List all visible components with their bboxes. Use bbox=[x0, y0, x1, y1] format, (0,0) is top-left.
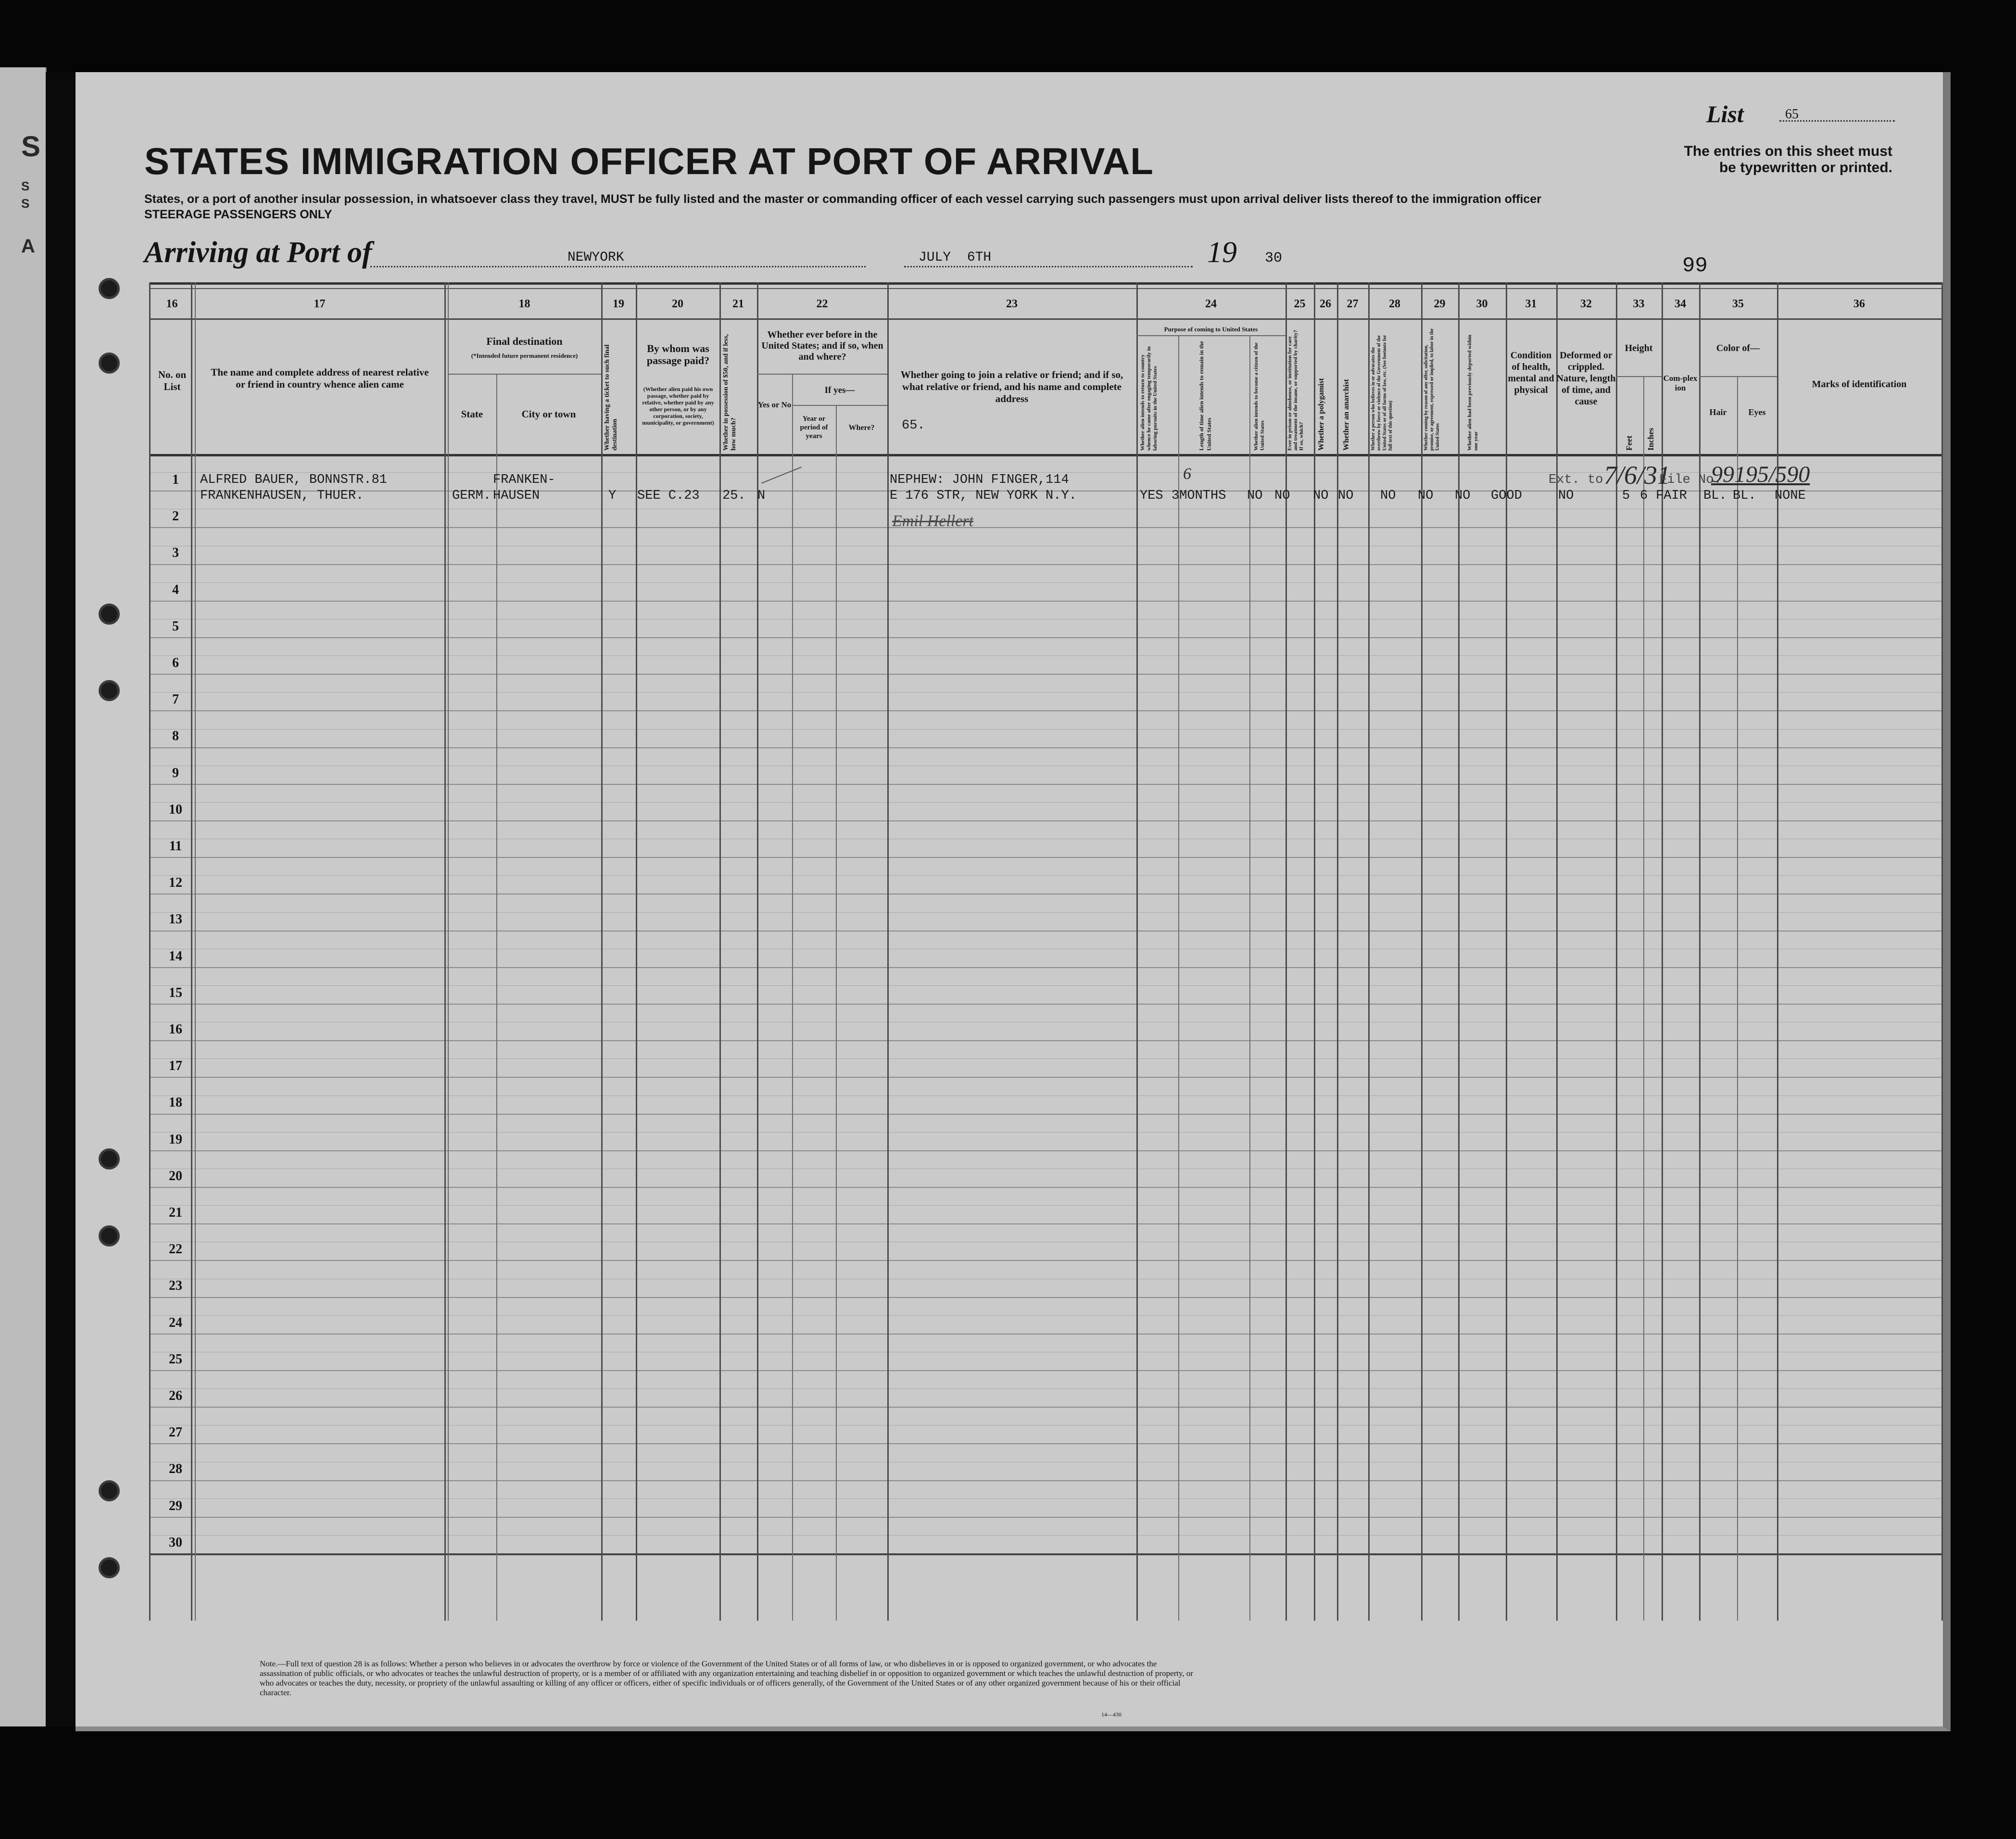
row-rule bbox=[149, 1040, 1941, 1041]
row-rule bbox=[149, 637, 1941, 638]
column-number: 26 bbox=[1320, 298, 1331, 310]
destination-city-line: HAUSEN bbox=[493, 489, 540, 503]
stay-length-value: 3MONTHS bbox=[1172, 489, 1226, 503]
column-rule bbox=[1314, 282, 1315, 1621]
subheader-rule bbox=[448, 374, 601, 375]
row-number: 19 bbox=[169, 1132, 182, 1147]
row-number: 29 bbox=[169, 1498, 182, 1513]
entries-note bbox=[1662, 143, 1892, 176]
row-number: 13 bbox=[169, 912, 182, 927]
row-number: 30 bbox=[169, 1535, 182, 1550]
column-rule bbox=[1421, 282, 1423, 1621]
row-half-rule bbox=[149, 875, 1941, 876]
row-number: 12 bbox=[169, 875, 182, 891]
eye-color-value: BL. bbox=[1733, 489, 1756, 503]
subheader-rule bbox=[757, 374, 887, 375]
punch-hole bbox=[99, 353, 120, 374]
row-number: 11 bbox=[169, 839, 182, 854]
row-rule bbox=[149, 820, 1941, 821]
header-year-period: Year or period of years bbox=[800, 415, 828, 440]
deported-value: NO bbox=[1455, 489, 1471, 503]
row-half-rule bbox=[149, 1388, 1941, 1389]
row-half-rule bbox=[149, 802, 1941, 803]
column-number: 29 bbox=[1434, 298, 1446, 310]
subheader-rule bbox=[1616, 376, 1662, 377]
column-rule bbox=[1643, 376, 1644, 1621]
column-rule bbox=[601, 282, 603, 1621]
arriving-label: Arriving at Port of bbox=[144, 236, 372, 269]
date-underline bbox=[904, 266, 1193, 267]
header-labor-offer: Whether coming by reason of any offer, solicitation, promise, or agreement, expressed or implied, to labor in the United States bbox=[1424, 328, 1440, 451]
column-rule bbox=[1178, 335, 1179, 1621]
punch-hole bbox=[99, 1225, 120, 1247]
column-rule bbox=[792, 374, 793, 1621]
column-number: 25 bbox=[1294, 298, 1306, 310]
header-marks-identification: Marks of identification bbox=[1812, 379, 1907, 390]
row-half-rule bbox=[149, 729, 1941, 730]
row-number: 26 bbox=[169, 1388, 182, 1403]
row-number: 21 bbox=[169, 1205, 182, 1220]
row-number: 2 bbox=[172, 509, 179, 524]
citizen-value: NO bbox=[1247, 489, 1263, 503]
header-complexion: Com-plexion bbox=[1663, 374, 1698, 392]
row-rule bbox=[149, 1260, 1941, 1261]
row-number: 25 bbox=[169, 1351, 182, 1367]
row-number: 1 bbox=[172, 472, 179, 487]
prev-page-fragment: S bbox=[21, 179, 30, 193]
complexion-value: FAIR bbox=[1656, 489, 1687, 503]
header-nearest-relative: The name and complete address of nearest relative or friend in country whence alien came bbox=[211, 366, 429, 390]
row-number: 7 bbox=[172, 692, 179, 707]
column-number: 27 bbox=[1347, 298, 1359, 310]
row-rule bbox=[149, 1114, 1941, 1115]
table-top-rule bbox=[149, 282, 1941, 285]
header-passage-paid-note: (Whether alien paid his own passage, whether paid by relative, whether paid by any other person, or by any corporation, society, municipality, or government) bbox=[642, 386, 714, 426]
row-rule bbox=[149, 1187, 1941, 1188]
destination-city-line: FRANKEN- bbox=[493, 473, 555, 487]
binding-strip bbox=[46, 72, 76, 1726]
row-rule bbox=[149, 710, 1941, 711]
column-rule bbox=[1941, 282, 1943, 1621]
column-rule bbox=[1737, 376, 1738, 1621]
row-number: 4 bbox=[172, 582, 179, 597]
column-rule bbox=[887, 282, 889, 1621]
polygamist-value: NO bbox=[1313, 489, 1329, 503]
column-rule bbox=[719, 282, 721, 1621]
row-rule bbox=[149, 1407, 1941, 1408]
column-number: 19 bbox=[613, 298, 624, 310]
prison-value: NO bbox=[1274, 489, 1290, 503]
row-rule bbox=[149, 1150, 1941, 1151]
column-rule bbox=[1458, 282, 1460, 1621]
identification-marks-value: NONE bbox=[1775, 489, 1806, 503]
labor-offer-value: NO bbox=[1418, 489, 1434, 503]
question-28-value: NO bbox=[1380, 489, 1396, 503]
row-number: 15 bbox=[169, 985, 182, 1000]
header-stay-length: Length of time alien intends to remain in the United States bbox=[1198, 341, 1212, 451]
header-where: Where? bbox=[848, 424, 875, 432]
header-health: Condition of health, mental and physical bbox=[1508, 350, 1554, 395]
column-rule bbox=[444, 282, 446, 1621]
row-half-rule bbox=[149, 582, 1941, 583]
entries-note-line: The entries on this sheet must bbox=[1684, 143, 1892, 159]
page-number: 99 bbox=[1682, 254, 1708, 278]
row-rule bbox=[149, 967, 1941, 968]
prev-page-fragment: S bbox=[21, 130, 41, 163]
header-deformed: Deformed or crippled. Nature, length of time, and cause bbox=[1556, 350, 1616, 407]
column-rule bbox=[1506, 282, 1507, 1621]
header-before-in-us: Whether ever before in the United States; and if so, when and where? bbox=[761, 329, 883, 362]
row-number: 24 bbox=[169, 1315, 182, 1330]
health-value: GOOD bbox=[1491, 489, 1522, 503]
column-number: 33 bbox=[1633, 298, 1645, 310]
punch-hole bbox=[99, 278, 120, 299]
row-half-rule bbox=[149, 985, 1941, 986]
form-title: STATES IMMIGRATION OFFICER AT PORT OF ARRIVAL bbox=[144, 140, 1154, 182]
column-number: 34 bbox=[1675, 298, 1686, 310]
row-rule bbox=[149, 1334, 1941, 1335]
joining-relative-line: E 176 STR, NEW YORK N.Y. bbox=[890, 489, 1077, 503]
row-number: 20 bbox=[169, 1168, 182, 1184]
column-number: 21 bbox=[732, 298, 744, 310]
row-number: 23 bbox=[169, 1278, 182, 1294]
column-rule bbox=[1285, 282, 1287, 1621]
header-return-intent: Whether alien intends to return to country whence he came after engaging temporarily in laboring pursuits in the United States bbox=[1140, 346, 1158, 451]
punch-hole bbox=[99, 1480, 120, 1501]
stay-length-correction: 6 bbox=[1183, 465, 1191, 483]
header-passage-paid: By whom was passage paid? bbox=[646, 342, 710, 366]
row-rule bbox=[149, 857, 1941, 858]
punch-hole bbox=[99, 1557, 120, 1578]
column-rule bbox=[1337, 282, 1338, 1621]
row-rule bbox=[149, 1480, 1941, 1481]
joining-reference: 65. bbox=[902, 418, 925, 433]
row-rule bbox=[149, 784, 1941, 785]
row-rule bbox=[149, 1370, 1941, 1371]
row-number: 9 bbox=[172, 765, 179, 781]
column-number: 31 bbox=[1525, 298, 1537, 310]
row-rule bbox=[149, 1443, 1941, 1444]
punch-hole bbox=[99, 604, 120, 625]
row-rule bbox=[149, 674, 1941, 675]
height-feet-value: 5 bbox=[1622, 489, 1630, 503]
header-polygamist: Whether a polygamist bbox=[1317, 378, 1325, 451]
column-number: 17 bbox=[314, 298, 326, 310]
extension-label: Ext. to bbox=[1549, 473, 1603, 487]
column-rule bbox=[757, 282, 758, 1621]
column-rule bbox=[1368, 282, 1370, 1621]
row-number: 3 bbox=[172, 545, 179, 561]
relative-city: FRANKENHAUSEN, THUER. bbox=[200, 489, 364, 503]
row-half-rule bbox=[149, 912, 1941, 913]
row-half-rule bbox=[149, 1132, 1941, 1133]
header-joining-relative: Whether going to join a relative or friend; and if so, what relative or friend, and his name and complete address bbox=[900, 369, 1123, 404]
row-half-rule bbox=[149, 692, 1941, 693]
hair-color-value: BL. bbox=[1703, 489, 1727, 503]
row-rule bbox=[149, 931, 1941, 932]
column-number: 28 bbox=[1389, 298, 1400, 310]
year-prefix: 19 bbox=[1207, 236, 1237, 269]
column-rule bbox=[448, 282, 449, 1621]
money-value: 25. bbox=[722, 489, 746, 503]
row-rule bbox=[149, 1004, 1941, 1005]
instructions-line: States, or a port of another insular possession, in whatsoever class they travel, MUST be fully listed and the master or commanding officer of each vessel carrying such passengers must upon arrival deliver lists thereof to the immigration officer bbox=[144, 192, 1541, 206]
column-number: 20 bbox=[672, 298, 683, 310]
row-number: 28 bbox=[169, 1461, 182, 1477]
header-city: City or town bbox=[521, 408, 576, 420]
header-citizen: Whether alien intends to become a citizen of the United States bbox=[1253, 342, 1265, 451]
header-eyes: Eyes bbox=[1748, 407, 1766, 417]
column-rule bbox=[496, 374, 497, 1621]
form-number: 14—430 bbox=[1101, 1711, 1121, 1718]
header-bottom-rule bbox=[149, 454, 1941, 456]
header-final-destination-note: (*Intended future permanent residence) bbox=[471, 352, 578, 359]
destination-state: GERM. bbox=[452, 489, 491, 503]
header-hair: Hair bbox=[1709, 407, 1727, 417]
footnote: Note.—Full text of question 28 is as follows: Whether a person who believes in or advocates the overthrow by force or violence of the Government of the United States or of all forms of law, or who disbelieves in or is opposed to organized government, or who advocates the assassination of public officials, or who advocates or teaches the unlawful destruction of property, or is a member of or affiliated with any organization entertaining and teaching disbelief in or opposition to organized government or which teaches the unlawful destruction of property, or who advocates or teaches the duty, necessity, or propriety of the unlawful assaulting or killing of any officer or officers, either of specific individuals or of officers generally, of the Government of the United States or of any other organized government because of his or their official character. bbox=[260, 1659, 1194, 1697]
header-deported: Whether alien had been previously deported within one year bbox=[1467, 334, 1479, 451]
header-yes-or-no: Yes or No bbox=[757, 400, 792, 409]
file-label: File No. bbox=[1659, 473, 1722, 487]
handwritten-cancelled-name: Emil Hellert bbox=[892, 512, 974, 530]
previous-page-edge bbox=[0, 67, 47, 1726]
column-rule bbox=[1136, 282, 1138, 1621]
subheader-rule bbox=[792, 405, 887, 406]
header-height: Height bbox=[1625, 343, 1653, 353]
form-instructions bbox=[144, 191, 1541, 222]
column-number: 35 bbox=[1732, 298, 1744, 310]
column-number: 32 bbox=[1580, 298, 1592, 310]
file-number: 99195/590 bbox=[1711, 462, 1810, 487]
column-number: 18 bbox=[518, 298, 530, 310]
column-number: 30 bbox=[1476, 298, 1488, 310]
subheader-rule bbox=[1699, 376, 1777, 377]
row-rule bbox=[149, 1223, 1941, 1224]
punch-hole bbox=[99, 680, 120, 701]
extension-date: 7/6/31 bbox=[1604, 461, 1671, 490]
ticket-value: Y bbox=[608, 489, 617, 503]
height-inches-value: 6 bbox=[1640, 489, 1648, 503]
header-final-destination: Final destination bbox=[486, 335, 563, 347]
header-no-on-list: No. on List bbox=[158, 369, 187, 392]
column-rule bbox=[836, 405, 837, 1621]
port-underline bbox=[370, 266, 866, 267]
column-number: 24 bbox=[1205, 298, 1217, 310]
row-number: 5 bbox=[172, 618, 179, 634]
table-top-rule bbox=[149, 288, 1941, 289]
row-number: 16 bbox=[169, 1022, 182, 1037]
date-value: JULY 6TH bbox=[919, 250, 992, 265]
list-number: 65 bbox=[1785, 107, 1799, 122]
joining-relative-line: NEPHEW: JOHN FINGER,114 bbox=[890, 473, 1069, 487]
handwritten-stroke bbox=[761, 466, 802, 484]
prev-page-fragment: S bbox=[21, 196, 30, 211]
column-number-rule bbox=[149, 318, 1941, 320]
header-purpose: Purpose of coming to United States bbox=[1164, 326, 1258, 333]
row-half-rule bbox=[149, 1205, 1941, 1206]
column-rule bbox=[1249, 335, 1250, 1621]
header-inches: Inches bbox=[1646, 428, 1655, 451]
return-intent-value: YES bbox=[1140, 489, 1163, 503]
row-number: 6 bbox=[172, 655, 179, 670]
port-value: NEWYORK bbox=[567, 250, 624, 265]
subheader-rule bbox=[1136, 335, 1285, 336]
anarchist-value: NO bbox=[1338, 489, 1354, 503]
steerage-label: STEERAGE PASSENGERS ONLY bbox=[144, 208, 332, 221]
row-half-rule bbox=[149, 1058, 1941, 1059]
row-rule bbox=[149, 747, 1941, 748]
column-number: 16 bbox=[166, 298, 178, 310]
row-half-rule bbox=[149, 655, 1941, 656]
row-number: 27 bbox=[169, 1425, 182, 1440]
row-number: 8 bbox=[172, 729, 179, 744]
deformed-value: NO bbox=[1558, 489, 1574, 503]
row-rule bbox=[149, 1553, 1941, 1555]
row-half-rule bbox=[149, 1535, 1941, 1536]
header-ticket: Whether having a ticket to such final destination bbox=[604, 344, 618, 451]
header-money: Whether in possession of $50, and if less, how much? bbox=[722, 334, 737, 451]
row-number: 14 bbox=[169, 948, 182, 964]
row-rule bbox=[149, 1297, 1941, 1298]
column-number: 36 bbox=[1853, 298, 1865, 310]
row-rule bbox=[149, 527, 1941, 528]
row-rule bbox=[149, 1517, 1941, 1518]
before-in-us-value: N bbox=[757, 489, 766, 503]
year-suffix: 30 bbox=[1265, 250, 1283, 266]
manifest-table bbox=[149, 282, 1941, 1621]
header-feet: Feet bbox=[1625, 435, 1634, 451]
row-number: 18 bbox=[169, 1095, 182, 1110]
header-if-yes: If yes— bbox=[824, 385, 855, 395]
relative-name-address: ALFRED BAUER, BONNSTR.81 bbox=[200, 473, 387, 487]
header-question-28: Whether a person who believes in or advocates the overthrow by force or violence of the Government of the United States or of all forms of law, etc. (See footnote for full text of this question) bbox=[1371, 335, 1393, 451]
list-label: List bbox=[1706, 101, 1744, 127]
row-number: 22 bbox=[169, 1242, 182, 1257]
row-rule bbox=[149, 564, 1941, 565]
row-number: 10 bbox=[169, 802, 182, 817]
row-half-rule bbox=[149, 1315, 1941, 1316]
row-rule bbox=[149, 601, 1941, 602]
passage-paid-value: SEE C.23 bbox=[637, 489, 700, 503]
row-number: 17 bbox=[169, 1058, 182, 1074]
header-anarchist: Whether an anarchist bbox=[1342, 379, 1350, 451]
header-prison: Ever in prison or almshouse, or institution for care and treatment of the insane, or supported by charity? If so, which? bbox=[1287, 329, 1304, 451]
header-color-of: Color of— bbox=[1716, 343, 1760, 353]
entries-note-line: be typewritten or printed. bbox=[1719, 160, 1892, 176]
column-number: 23 bbox=[1006, 298, 1018, 310]
header-state: State bbox=[461, 408, 483, 420]
punch-hole bbox=[99, 1148, 120, 1170]
column-number: 22 bbox=[816, 298, 828, 310]
prev-page-fragment: A bbox=[21, 236, 35, 257]
column-rule bbox=[636, 282, 637, 1621]
row-rule bbox=[149, 1077, 1941, 1078]
